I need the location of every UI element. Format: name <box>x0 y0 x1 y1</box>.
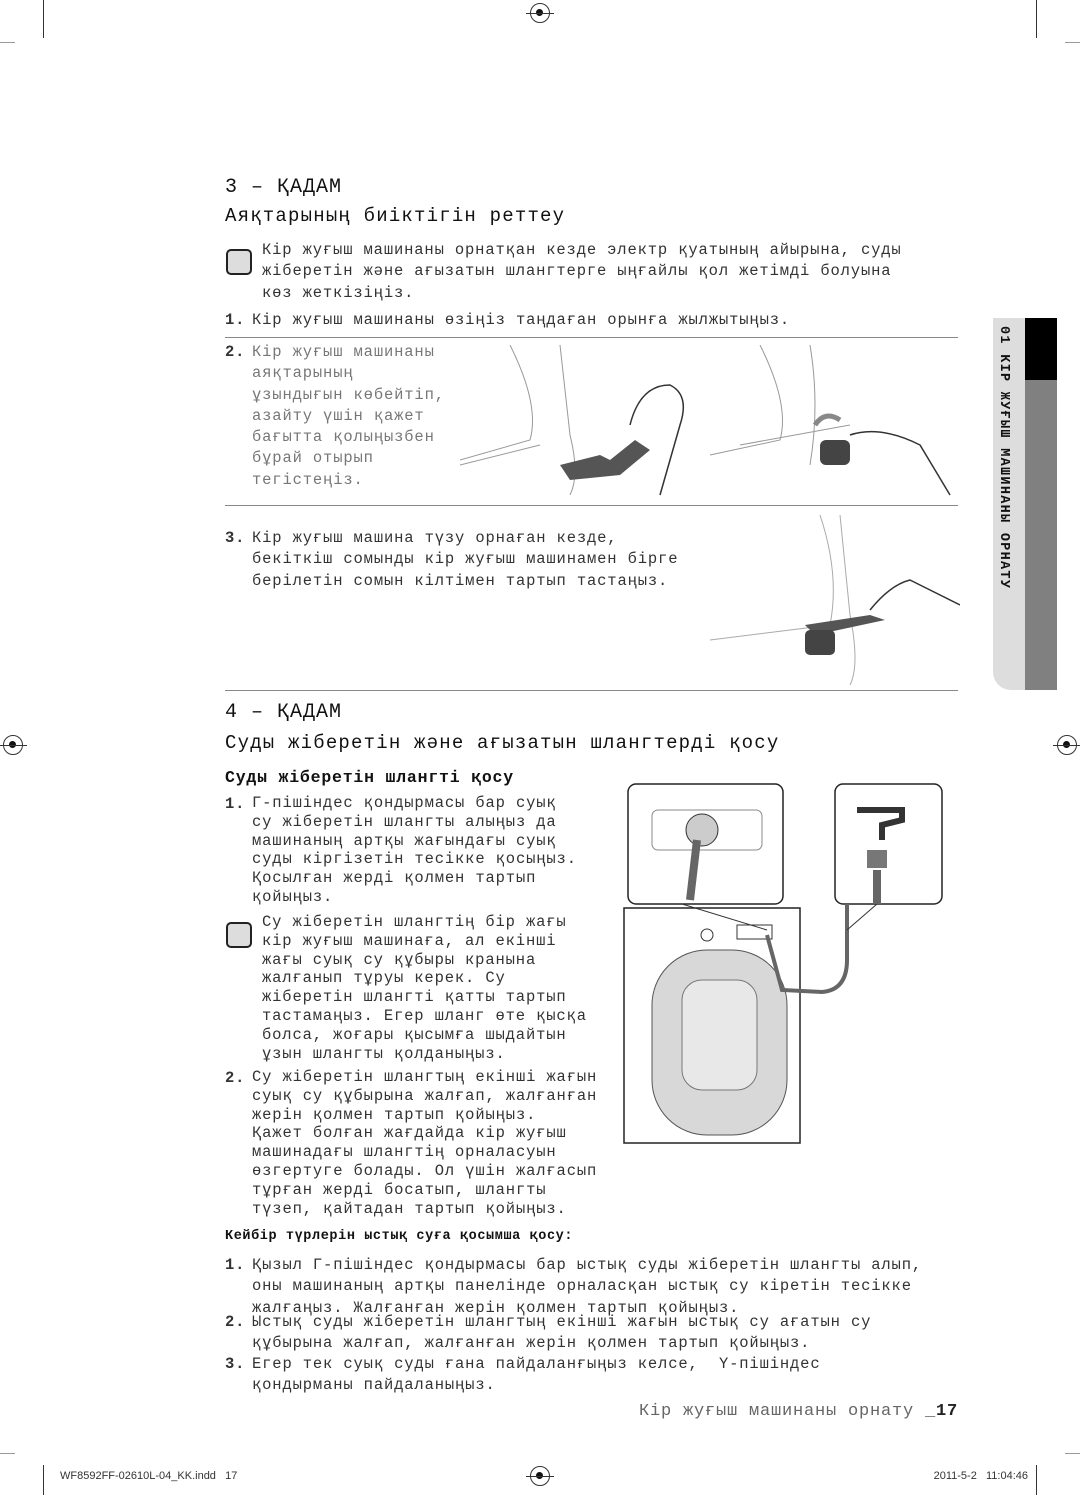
item-number: 1. <box>225 1256 246 1274</box>
chapter-tab-marker <box>1025 318 1057 380</box>
divider <box>225 337 958 338</box>
print-file-name: WF8592FF-02610L-04_KK.indd 17 <box>60 1470 238 1482</box>
hot-item3: Егер тек суық суды ғана пайдаланғыңыз келсе, Y-пішіндес қондырманы пайдаланыңыз. <box>252 1355 821 1395</box>
registration-mark-icon <box>3 735 23 755</box>
step3-title: 3 – ҚАДАМ <box>225 176 343 199</box>
page-footer <box>639 1402 958 1421</box>
page-number: 17 <box>935 1402 958 1421</box>
lock-nut-illustration <box>710 515 960 685</box>
step4-note: Су жіберетін шлангтің бір жағы кір жуғыш машинаға, ал екінші жағы суық су құбыры кранына жалғанып тұруы керек. Су жіберетін шлангті қатты тартып тастамаңыз. Егер шланг өте қысқа болса, жоғары қысымға шыдайтын ұзын шлангты қолданыңыз. <box>262 913 587 1063</box>
crop-mark <box>1065 1453 1080 1454</box>
note-pencil-icon <box>226 922 252 948</box>
hot-item2: Ыстық суды жіберетін шлангтың екінші жағын ыстық су ағатын су құбырына жалғап, жалғанған жерін қолмен тартып қойыңыз. <box>252 1313 872 1353</box>
crop-mark <box>43 0 44 38</box>
leg-adjust-illustration <box>460 345 960 500</box>
item-number: 1. <box>225 795 246 813</box>
step3-item2: Кір жуғыш машинаны аяқтарының ұзындығын көбейтіп, азайту үшін қажет бағытта қолыңызбен бұрай отырып тегістеңіз. <box>252 343 445 489</box>
hot-item1: Қызыл Г-пішіндес қондырмасы бар ыстық суды жіберетін шлангты алып, оны машинаның артқы панелінде орналасқан ыстық су кіретін тесікке жалғаңыз. Жалғанған жерін қолмен тартып қойыңыз. <box>252 1256 922 1317</box>
step4-item1: Г-пішіндес қондырмасы бар суық су жіберетін шлангты алыңыз да машинаның артқы жағындағы суық суды кіргізетін тесікке қосыңыз. Қосылған жерді қолмен тартып қойыңыз. <box>252 794 577 906</box>
crop-mark <box>1036 1465 1037 1495</box>
item-number: 2. <box>225 1069 246 1087</box>
step4-subtitle: Суды жіберетін және ағызатын шлангтерді қосу <box>225 732 780 754</box>
hot-water-heading: Кейбір түрлерін ыстық суға қосымша қосу: <box>225 1229 574 1244</box>
crop-mark <box>0 1453 15 1454</box>
item-number: 1. <box>225 311 246 329</box>
print-date: 2011-5-2 11:04:46 <box>933 1470 1028 1482</box>
step3-item1: Кір жуғыш машинаны өзіңіз таңдаған орынға жылжытыңыз. <box>252 311 791 329</box>
item-number: 3. <box>225 1355 246 1373</box>
section-heading: Суды жіберетін шлангті қосу <box>225 768 514 787</box>
divider <box>225 505 958 506</box>
crop-mark <box>1065 42 1080 43</box>
step4-item2: Су жіберетін шлангтың екінші жағын суық су құбырына жалғап, жалғанған жерін қолмен тартып қойыңыз. Қажет болған жағдайда кір жуғыш машинадағы шлангтің орналасуын өзгертуге болады. Ол үшін жалғасып тұрған жерді босатып, шлангты түзеп, қайтадан тартып қойыңыз. <box>252 1068 598 1218</box>
divider <box>225 690 958 691</box>
crop-mark <box>1036 0 1037 38</box>
item-number: 2. <box>225 1313 246 1331</box>
crop-mark <box>43 1465 44 1495</box>
item-number: 3. <box>225 529 246 547</box>
crop-mark <box>0 42 15 43</box>
step4-title: 4 – ҚАДАМ <box>225 701 343 724</box>
registration-mark-icon <box>1057 735 1077 755</box>
step3-note: Кір жуғыш машинаны орнатқан кезде электр қуатының айырына, суды жіберетін және ағызатын шлангтерге ыңғайлы қол жетімді болуына көз жеткізіңіз. <box>262 241 902 302</box>
chapter-tab-label: 01 КІР ЖУҒЫШ МАШИНАНЫ ОРНАТУ <box>996 326 1011 590</box>
footer-section: Кір жуғыш машинаны орнату _ <box>638 1402 936 1421</box>
hose-connection-illustration <box>622 780 947 1148</box>
step3-subtitle: Аяқтарының биіктігін реттеу <box>225 205 566 227</box>
registration-mark-icon <box>530 3 550 23</box>
registration-mark-icon <box>530 1466 550 1486</box>
chapter-tab-bar <box>1025 380 1057 690</box>
note-pencil-icon <box>226 249 252 275</box>
step3-item3: Кір жуғыш машина түзу орнаған кезде, бекіткіш сомынды кір жуғыш машинамен бірге берілетін сомын кілтімен тартып тастаңыз. <box>252 529 679 590</box>
item-number: 2. <box>225 343 246 361</box>
